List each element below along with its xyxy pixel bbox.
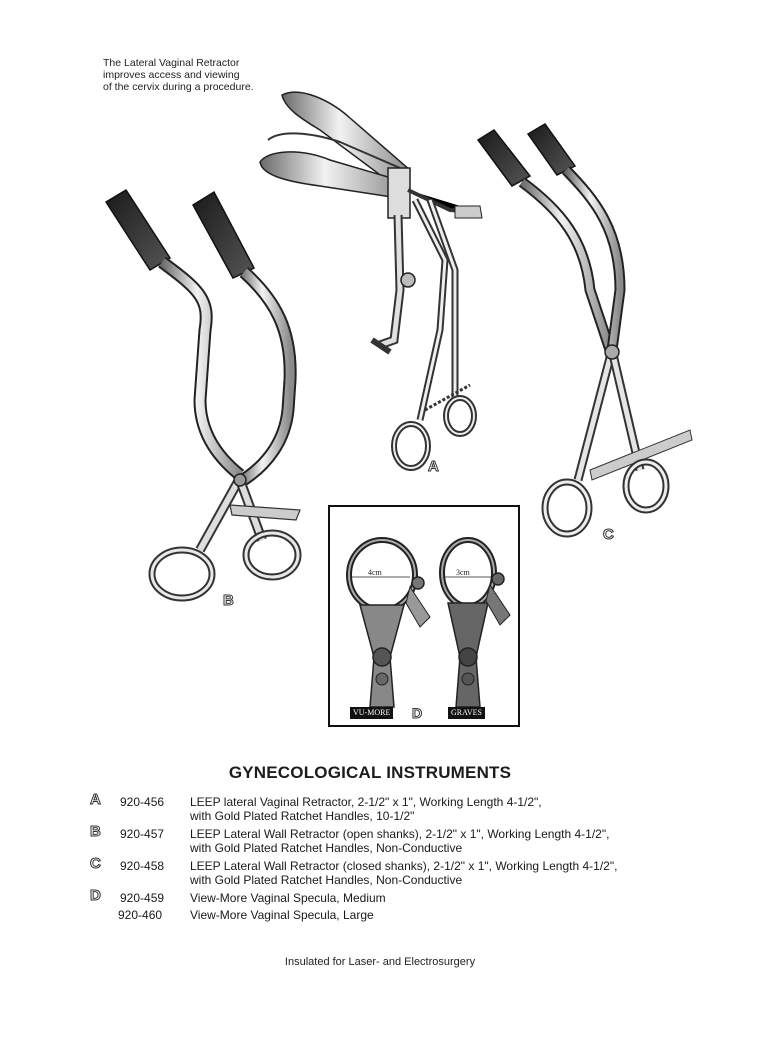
description-line: LEEP Lateral Wall Retractor (closed shanks), 2-1/2" x 1", Working Length 4-1/2", [190, 859, 618, 873]
item-code: 920-456 [120, 795, 165, 809]
description-line: LEEP lateral Vaginal Retractor, 2-1/2" x 1", Working Length 4-1/2", [190, 795, 542, 809]
figure-label-d: D [412, 705, 423, 721]
vu-more-tag: VU-MORE [350, 707, 393, 719]
item-code: 920-458 [120, 859, 165, 873]
figure-label-b: B [223, 592, 234, 609]
item-marker: B [90, 823, 101, 840]
specula-drawing [330, 507, 518, 725]
item-description [190, 795, 542, 823]
item-description [190, 891, 386, 905]
figure-label-a: A [428, 458, 439, 475]
intro-line: improves access and viewing [103, 69, 240, 81]
retractor-b-drawing [106, 190, 300, 598]
right-measure-label: 3cm [456, 568, 470, 577]
retractor-c-drawing [478, 124, 692, 534]
speculum-comparison-inset [328, 505, 520, 727]
left-measure-label: 4cm [368, 568, 382, 577]
intro-line: of the cervix during a procedure. [103, 81, 254, 93]
description-line: with Gold Plated Ratchet Handles, Non-Conductive [190, 841, 463, 855]
intro-line: The Lateral Vaginal Retractor [103, 57, 240, 69]
description-line: with Gold Plated Ratchet Handles, 10-1/2" [190, 809, 415, 823]
item-description [190, 827, 609, 855]
list-item [90, 908, 710, 925]
item-description [190, 859, 617, 887]
description-line: View-More Vaginal Specula, Medium [190, 891, 386, 905]
figure-label-c: C [603, 526, 614, 543]
item-code: 920-457 [120, 827, 165, 841]
description-line: View-More Vaginal Specula, Large [190, 908, 374, 922]
item-code: 920-459 [120, 891, 165, 905]
item-code: 920-460 [118, 908, 163, 922]
item-marker: D [90, 887, 101, 904]
description-line: with Gold Plated Ratchet Handles, Non-Conductive [190, 873, 463, 887]
item-marker: A [90, 791, 101, 808]
item-description [190, 908, 374, 922]
instrument-list [90, 791, 710, 925]
list-item [90, 855, 710, 891]
page-title: GYNECOLOGICAL INSTRUMENTS [228, 763, 512, 782]
list-item [90, 823, 710, 859]
list-item [90, 791, 710, 827]
item-marker: C [90, 855, 101, 872]
footer-note: Insulated for Laser- and Electrosurgery [284, 956, 476, 968]
list-item [90, 887, 710, 908]
graves-tag: GRAVES [448, 707, 485, 719]
description-line: LEEP Lateral Wall Retractor (open shanks), 2-1/2" x 1", Working Length 4-1/2", [190, 827, 610, 841]
